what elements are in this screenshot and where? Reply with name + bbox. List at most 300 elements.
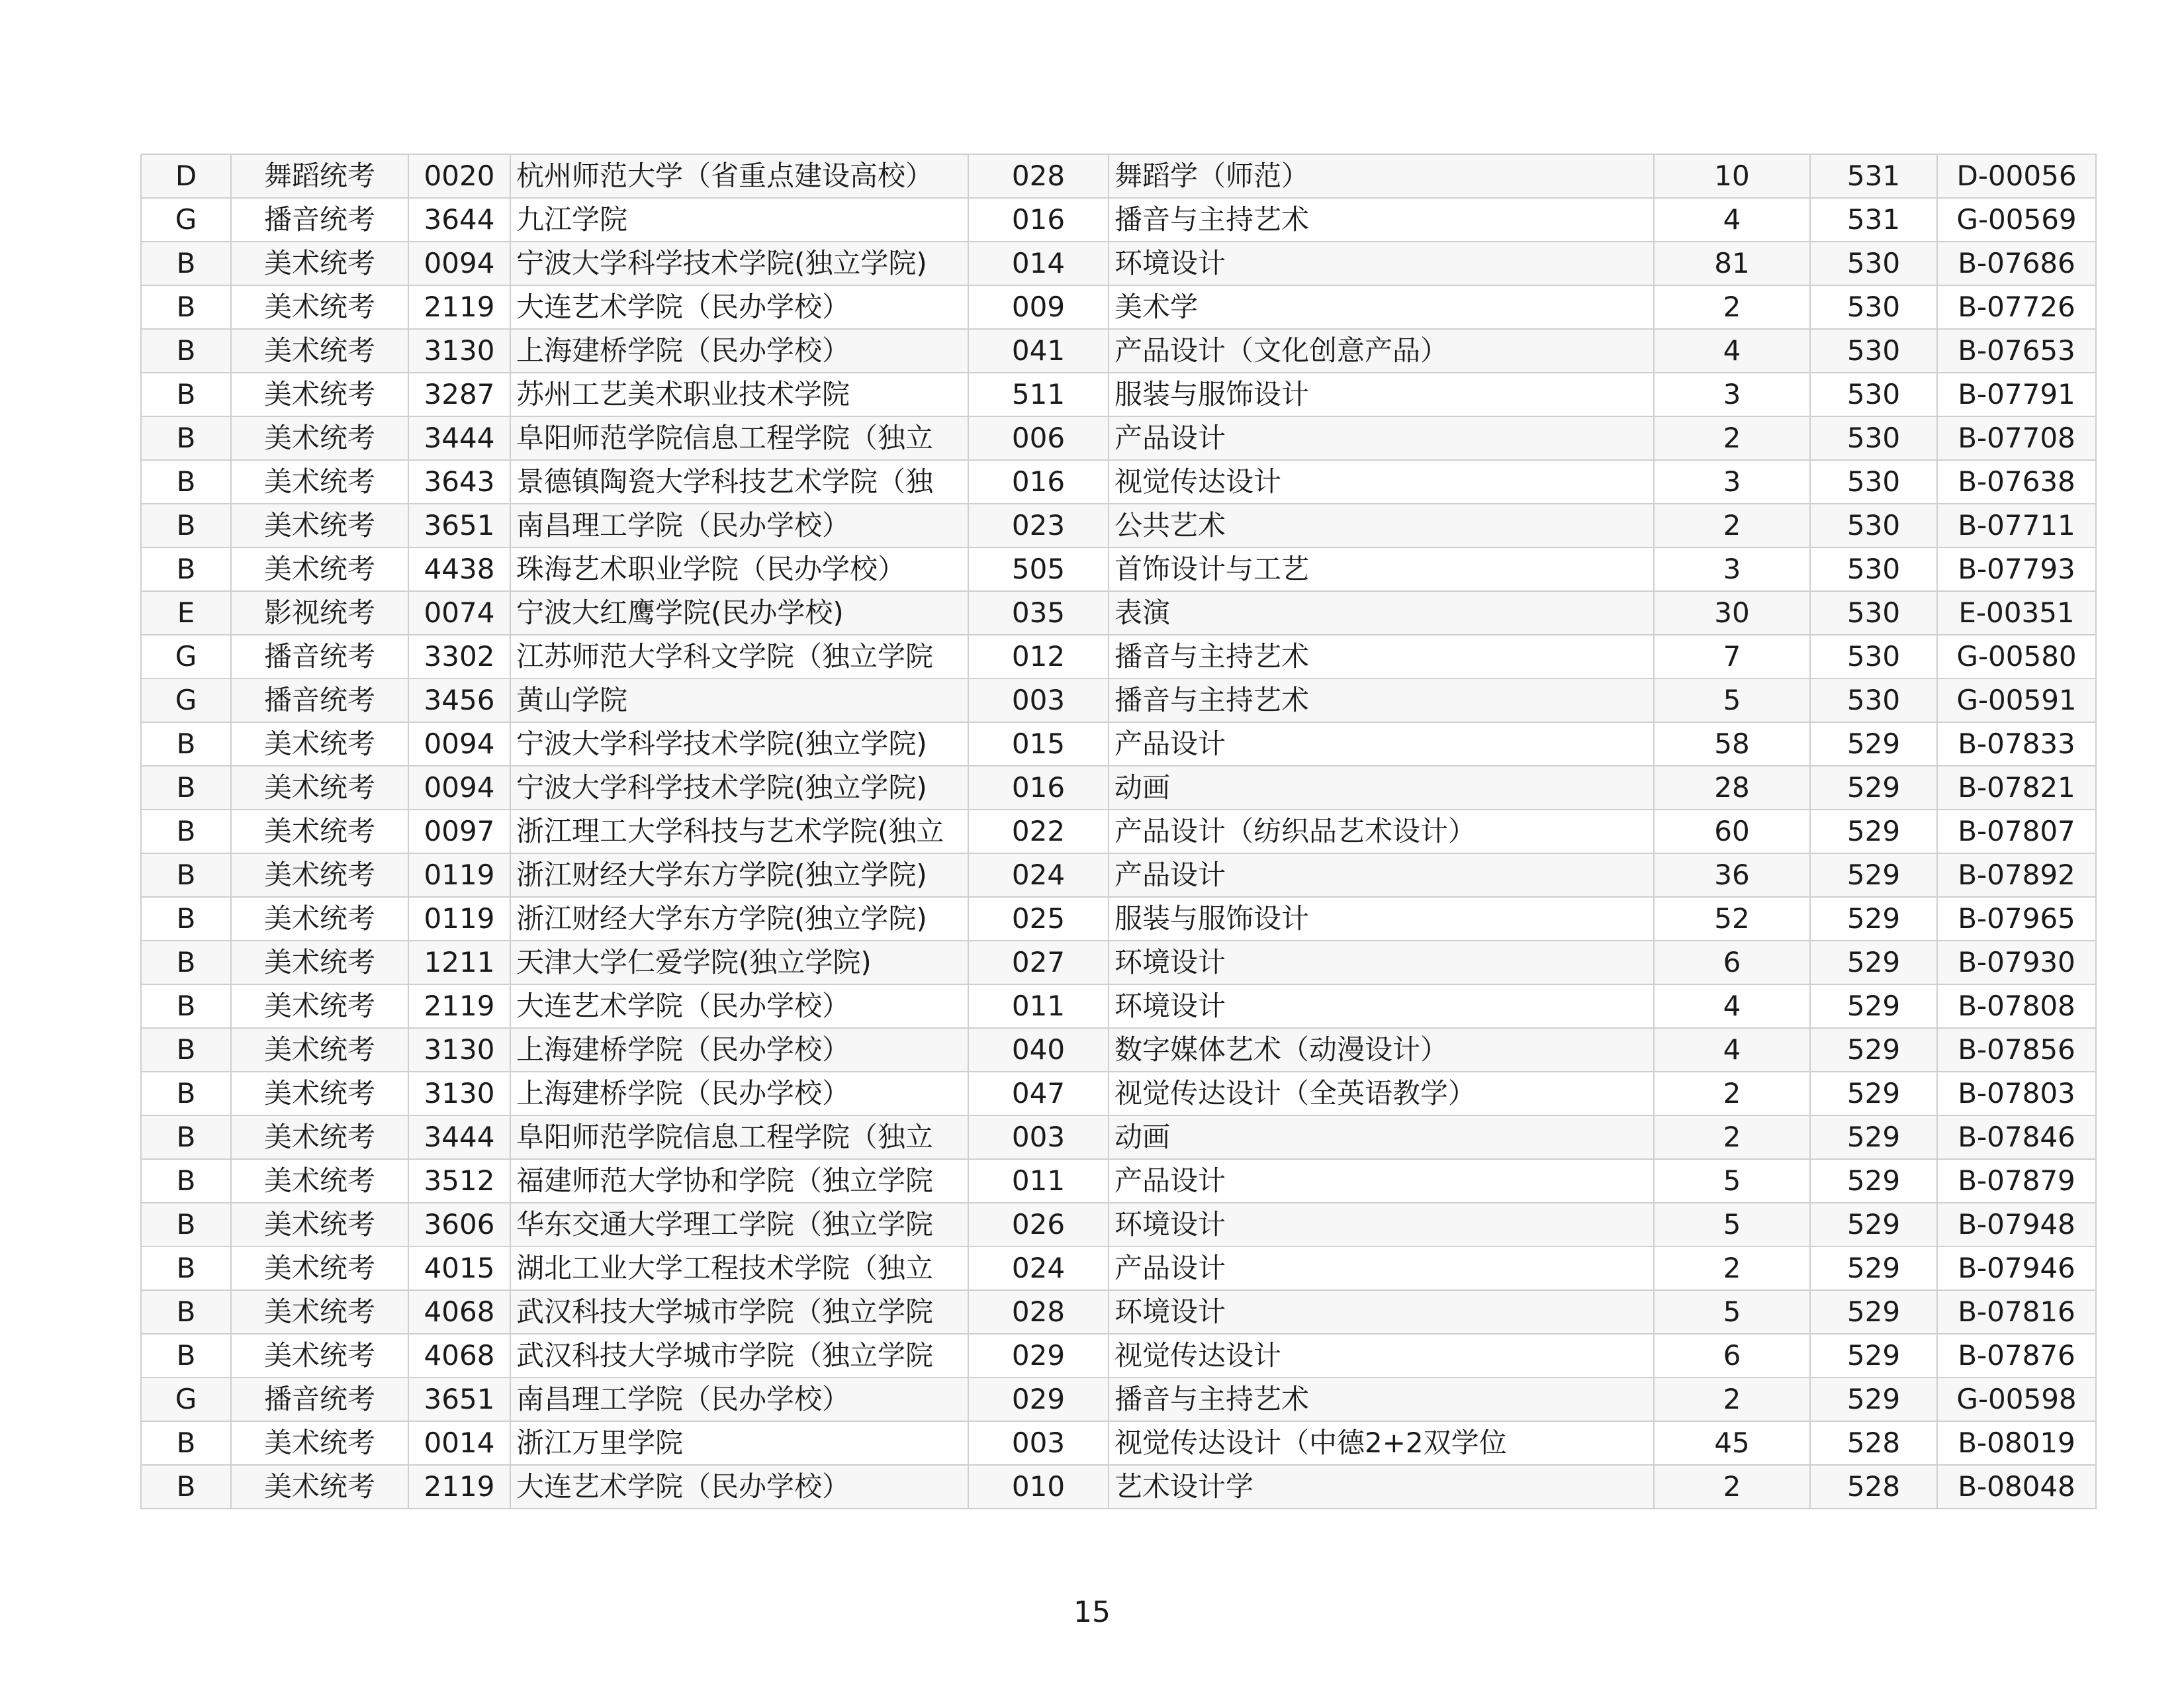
table-row <box>141 198 2096 242</box>
score-cell: 530 <box>1810 460 1937 504</box>
major-code-cell: 029 <box>968 1378 1109 1421</box>
school-code-cell: 2119 <box>408 285 510 329</box>
exam-type-cell: 美术统考 <box>231 285 408 329</box>
category-cell: B <box>141 1334 231 1378</box>
school-name-cell: 大连艺术学院（民办学校） <box>510 1465 968 1509</box>
exam-type-cell: 播音统考 <box>231 679 408 722</box>
major-name-cell: 环境设计 <box>1109 941 1654 984</box>
major-name-cell: 舞蹈学（师范） <box>1109 154 1654 198</box>
exam-type-cell: 美术统考 <box>231 1421 408 1465</box>
table-row <box>141 853 2096 897</box>
plan-count-cell: 52 <box>1654 897 1810 941</box>
score-cell: 529 <box>1810 722 1937 766</box>
table-row <box>141 504 2096 547</box>
plan-count-cell: 60 <box>1654 810 1810 853</box>
table-row <box>141 679 2096 722</box>
major-code-cell: 023 <box>968 504 1109 547</box>
major-name-cell: 首饰设计与工艺 <box>1109 547 1654 591</box>
rank-code-cell: B-08048 <box>1937 1465 2096 1509</box>
school-code-cell: 0119 <box>408 853 510 897</box>
exam-type-cell: 播音统考 <box>231 1378 408 1421</box>
table-row <box>141 329 2096 373</box>
major-code-cell: 028 <box>968 1290 1109 1334</box>
school-name-cell: 大连艺术学院（民办学校） <box>510 984 968 1028</box>
score-cell: 530 <box>1810 416 1937 460</box>
school-code-cell: 2119 <box>408 984 510 1028</box>
category-cell: B <box>141 722 231 766</box>
rank-code-cell: B-08019 <box>1937 1421 2096 1465</box>
rank-code-cell: G-00598 <box>1937 1378 2096 1421</box>
score-cell: 529 <box>1810 1290 1937 1334</box>
table-body <box>141 154 2096 1509</box>
major-code-cell: 016 <box>968 766 1109 810</box>
plan-count-cell: 2 <box>1654 504 1810 547</box>
exam-type-cell: 美术统考 <box>231 1246 408 1290</box>
school-name-cell: 阜阳师范学院信息工程学院（独立 <box>510 416 968 460</box>
plan-count-cell: 4 <box>1654 984 1810 1028</box>
score-cell: 529 <box>1810 810 1937 853</box>
school-code-cell: 3643 <box>408 460 510 504</box>
school-code-cell: 4438 <box>408 547 510 591</box>
major-code-cell: 505 <box>968 547 1109 591</box>
school-code-cell: 0094 <box>408 242 510 285</box>
major-code-cell: 029 <box>968 1334 1109 1378</box>
category-cell: G <box>141 198 231 242</box>
school-name-cell: 苏州工艺美术职业技术学院 <box>510 373 968 416</box>
plan-count-cell: 6 <box>1654 1334 1810 1378</box>
category-cell: B <box>141 1028 231 1072</box>
category-cell: B <box>141 329 231 373</box>
major-code-cell: 041 <box>968 329 1109 373</box>
plan-count-cell: 7 <box>1654 635 1810 679</box>
score-cell: 530 <box>1810 635 1937 679</box>
plan-count-cell: 5 <box>1654 1290 1810 1334</box>
table-row <box>141 416 2096 460</box>
plan-count-cell: 58 <box>1654 722 1810 766</box>
school-code-cell: 3130 <box>408 1028 510 1072</box>
school-code-cell: 0020 <box>408 154 510 198</box>
category-cell: B <box>141 460 231 504</box>
score-cell: 529 <box>1810 941 1937 984</box>
school-code-cell: 2119 <box>408 1465 510 1509</box>
rank-code-cell: B-07638 <box>1937 460 2096 504</box>
major-code-cell: 022 <box>968 810 1109 853</box>
major-name-cell: 产品设计 <box>1109 853 1654 897</box>
major-name-cell: 动画 <box>1109 1115 1654 1159</box>
plan-count-cell: 3 <box>1654 460 1810 504</box>
exam-type-cell: 美术统考 <box>231 810 408 853</box>
rank-code-cell: B-07807 <box>1937 810 2096 853</box>
category-cell: B <box>141 1290 231 1334</box>
category-cell: G <box>141 679 231 722</box>
major-code-cell: 015 <box>968 722 1109 766</box>
major-code-cell: 047 <box>968 1072 1109 1115</box>
score-cell: 529 <box>1810 1159 1937 1203</box>
major-name-cell: 艺术设计学 <box>1109 1465 1654 1509</box>
school-code-cell: 0094 <box>408 766 510 810</box>
category-cell: B <box>141 504 231 547</box>
table-row <box>141 285 2096 329</box>
score-cell: 530 <box>1810 242 1937 285</box>
table-row <box>141 635 2096 679</box>
rank-code-cell: D-00056 <box>1937 154 2096 198</box>
exam-type-cell: 美术统考 <box>231 1159 408 1203</box>
category-cell: B <box>141 1246 231 1290</box>
major-name-cell: 动画 <box>1109 766 1654 810</box>
major-name-cell: 环境设计 <box>1109 1203 1654 1246</box>
rank-code-cell: G-00569 <box>1937 198 2096 242</box>
major-name-cell: 视觉传达设计（全英语教学） <box>1109 1072 1654 1115</box>
category-cell: B <box>141 373 231 416</box>
school-name-cell: 上海建桥学院（民办学校） <box>510 1072 968 1115</box>
plan-count-cell: 5 <box>1654 679 1810 722</box>
plan-count-cell: 2 <box>1654 1246 1810 1290</box>
table-row <box>141 1246 2096 1290</box>
category-cell: D <box>141 154 231 198</box>
plan-count-cell: 2 <box>1654 1378 1810 1421</box>
major-name-cell: 产品设计（纺织品艺术设计） <box>1109 810 1654 853</box>
plan-count-cell: 30 <box>1654 591 1810 635</box>
table-row <box>141 242 2096 285</box>
major-code-cell: 024 <box>968 853 1109 897</box>
rank-code-cell: B-07879 <box>1937 1159 2096 1203</box>
major-name-cell: 美术学 <box>1109 285 1654 329</box>
school-code-cell: 3606 <box>408 1203 510 1246</box>
school-code-cell: 3512 <box>408 1159 510 1203</box>
school-name-cell: 天津大学仁爱学院(独立学院) <box>510 941 968 984</box>
exam-type-cell: 美术统考 <box>231 373 408 416</box>
category-cell: B <box>141 285 231 329</box>
table-row <box>141 154 2096 198</box>
category-cell: B <box>141 853 231 897</box>
category-cell: G <box>141 635 231 679</box>
major-name-cell: 产品设计 <box>1109 1246 1654 1290</box>
plan-count-cell: 4 <box>1654 1028 1810 1072</box>
rank-code-cell: B-07876 <box>1937 1334 2096 1378</box>
category-cell: E <box>141 591 231 635</box>
school-name-cell: 武汉科技大学城市学院（独立学院 <box>510 1334 968 1378</box>
school-code-cell: 4068 <box>408 1290 510 1334</box>
school-code-cell: 0014 <box>408 1421 510 1465</box>
school-name-cell: 宁波大红鹰学院(民办学校) <box>510 591 968 635</box>
category-cell: B <box>141 984 231 1028</box>
rank-code-cell: B-07791 <box>1937 373 2096 416</box>
school-name-cell: 九江学院 <box>510 198 968 242</box>
score-cell: 531 <box>1810 198 1937 242</box>
plan-count-cell: 4 <box>1654 198 1810 242</box>
school-name-cell: 浙江万里学院 <box>510 1421 968 1465</box>
rank-code-cell: B-07808 <box>1937 984 2096 1028</box>
major-name-cell: 公共艺术 <box>1109 504 1654 547</box>
major-name-cell: 播音与主持艺术 <box>1109 1378 1654 1421</box>
plan-count-cell: 3 <box>1654 373 1810 416</box>
exam-type-cell: 美术统考 <box>231 722 408 766</box>
exam-type-cell: 美术统考 <box>231 984 408 1028</box>
major-name-cell: 产品设计 <box>1109 1159 1654 1203</box>
school-name-cell: 宁波大学科学技术学院(独立学院) <box>510 242 968 285</box>
table-row <box>141 591 2096 635</box>
school-name-cell: 武汉科技大学城市学院（独立学院 <box>510 1290 968 1334</box>
school-code-cell: 3287 <box>408 373 510 416</box>
major-code-cell: 040 <box>968 1028 1109 1072</box>
school-name-cell: 江苏师范大学科文学院（独立学院 <box>510 635 968 679</box>
table-row <box>141 460 2096 504</box>
school-name-cell: 宁波大学科学技术学院(独立学院) <box>510 766 968 810</box>
major-code-cell: 014 <box>968 242 1109 285</box>
exam-type-cell: 美术统考 <box>231 1115 408 1159</box>
plan-count-cell: 3 <box>1654 547 1810 591</box>
rank-code-cell: B-07946 <box>1937 1246 2096 1290</box>
plan-count-cell: 81 <box>1654 242 1810 285</box>
table-row <box>141 1115 2096 1159</box>
rank-code-cell: B-07821 <box>1937 766 2096 810</box>
rank-code-cell: G-00591 <box>1937 679 2096 722</box>
exam-type-cell: 美术统考 <box>231 1072 408 1115</box>
school-code-cell: 3651 <box>408 504 510 547</box>
school-code-cell: 3644 <box>408 198 510 242</box>
exam-type-cell: 美术统考 <box>231 329 408 373</box>
score-cell: 529 <box>1810 1334 1937 1378</box>
rank-code-cell: B-07653 <box>1937 329 2096 373</box>
category-cell: B <box>141 941 231 984</box>
school-name-cell: 华东交通大学理工学院（独立学院 <box>510 1203 968 1246</box>
score-cell: 530 <box>1810 547 1937 591</box>
school-code-cell: 3130 <box>408 1072 510 1115</box>
category-cell: B <box>141 547 231 591</box>
major-code-cell: 027 <box>968 941 1109 984</box>
score-cell: 529 <box>1810 1072 1937 1115</box>
major-code-cell: 026 <box>968 1203 1109 1246</box>
page-number: 15 <box>1073 1595 1111 1629</box>
major-code-cell: 024 <box>968 1246 1109 1290</box>
major-name-cell: 服装与服饰设计 <box>1109 373 1654 416</box>
exam-type-cell: 美术统考 <box>231 941 408 984</box>
school-name-cell: 上海建桥学院（民办学校） <box>510 329 968 373</box>
major-name-cell: 产品设计 <box>1109 722 1654 766</box>
score-cell: 529 <box>1810 1378 1937 1421</box>
plan-count-cell: 10 <box>1654 154 1810 198</box>
major-code-cell: 012 <box>968 635 1109 679</box>
school-name-cell: 浙江理工大学科技与艺术学院(独立 <box>510 810 968 853</box>
school-code-cell: 3444 <box>408 416 510 460</box>
score-cell: 529 <box>1810 1246 1937 1290</box>
school-code-cell: 0097 <box>408 810 510 853</box>
exam-type-cell: 美术统考 <box>231 766 408 810</box>
plan-count-cell: 2 <box>1654 285 1810 329</box>
table-row <box>141 1334 2096 1378</box>
major-name-cell: 环境设计 <box>1109 1290 1654 1334</box>
plan-count-cell: 45 <box>1654 1421 1810 1465</box>
category-cell: G <box>141 1378 231 1421</box>
school-name-cell: 南昌理工学院（民办学校） <box>510 504 968 547</box>
table-row <box>141 373 2096 416</box>
school-name-cell: 上海建桥学院（民办学校） <box>510 1028 968 1072</box>
category-cell: B <box>141 1203 231 1246</box>
table-row <box>141 1290 2096 1334</box>
admission-table <box>140 154 2097 1509</box>
rank-code-cell: B-07846 <box>1937 1115 2096 1159</box>
table-row <box>141 984 2096 1028</box>
major-code-cell: 003 <box>968 1421 1109 1465</box>
rank-code-cell: B-07726 <box>1937 285 2096 329</box>
plan-count-cell: 28 <box>1654 766 1810 810</box>
exam-type-cell: 美术统考 <box>231 853 408 897</box>
major-code-cell: 003 <box>968 1115 1109 1159</box>
score-cell: 529 <box>1810 766 1937 810</box>
major-name-cell: 播音与主持艺术 <box>1109 635 1654 679</box>
rank-code-cell: B-07856 <box>1937 1028 2096 1072</box>
exam-type-cell: 美术统考 <box>231 416 408 460</box>
score-cell: 530 <box>1810 504 1937 547</box>
major-code-cell: 016 <box>968 198 1109 242</box>
plan-count-cell: 6 <box>1654 941 1810 984</box>
school-name-cell: 杭州师范大学（省重点建设高校） <box>510 154 968 198</box>
category-cell: B <box>141 810 231 853</box>
school-code-cell: 3651 <box>408 1378 510 1421</box>
rank-code-cell: E-00351 <box>1937 591 2096 635</box>
rank-code-cell: G-00580 <box>1937 635 2096 679</box>
major-code-cell: 006 <box>968 416 1109 460</box>
score-cell: 529 <box>1810 1115 1937 1159</box>
major-name-cell: 环境设计 <box>1109 242 1654 285</box>
major-name-cell: 视觉传达设计 <box>1109 1334 1654 1378</box>
school-code-cell: 1211 <box>408 941 510 984</box>
table-row <box>141 722 2096 766</box>
score-cell: 529 <box>1810 1028 1937 1072</box>
table-row <box>141 897 2096 941</box>
school-code-cell: 3444 <box>408 1115 510 1159</box>
major-name-cell: 表演 <box>1109 591 1654 635</box>
exam-type-cell: 美术统考 <box>231 242 408 285</box>
school-code-cell: 3130 <box>408 329 510 373</box>
school-name-cell: 黄山学院 <box>510 679 968 722</box>
major-code-cell: 025 <box>968 897 1109 941</box>
exam-type-cell: 美术统考 <box>231 460 408 504</box>
table-row <box>141 1378 2096 1421</box>
category-cell: B <box>141 1465 231 1509</box>
table-row <box>141 766 2096 810</box>
major-code-cell: 016 <box>968 460 1109 504</box>
plan-count-cell: 4 <box>1654 329 1810 373</box>
school-name-cell: 浙江财经大学东方学院(独立学院) <box>510 897 968 941</box>
major-name-cell: 播音与主持艺术 <box>1109 679 1654 722</box>
rank-code-cell: B-07965 <box>1937 897 2096 941</box>
rank-code-cell: B-07793 <box>1937 547 2096 591</box>
exam-type-cell: 播音统考 <box>231 635 408 679</box>
table-row <box>141 1072 2096 1115</box>
table-row <box>141 810 2096 853</box>
school-code-cell: 0094 <box>408 722 510 766</box>
plan-count-cell: 5 <box>1654 1159 1810 1203</box>
plan-count-cell: 36 <box>1654 853 1810 897</box>
school-name-cell: 福建师范大学协和学院（独立学院 <box>510 1159 968 1203</box>
exam-type-cell: 美术统考 <box>231 897 408 941</box>
major-code-cell: 011 <box>968 984 1109 1028</box>
rank-code-cell: B-07930 <box>1937 941 2096 984</box>
exam-type-cell: 美术统考 <box>231 1465 408 1509</box>
major-code-cell: 009 <box>968 285 1109 329</box>
score-cell: 530 <box>1810 329 1937 373</box>
rank-code-cell: B-07948 <box>1937 1203 2096 1246</box>
major-name-cell: 产品设计（文化创意产品） <box>1109 329 1654 373</box>
school-name-cell: 景德镇陶瓷大学科技艺术学院（独 <box>510 460 968 504</box>
score-cell: 529 <box>1810 984 1937 1028</box>
category-cell: B <box>141 766 231 810</box>
major-code-cell: 511 <box>968 373 1109 416</box>
rank-code-cell: B-07833 <box>1937 722 2096 766</box>
category-cell: B <box>141 242 231 285</box>
score-cell: 529 <box>1810 897 1937 941</box>
category-cell: B <box>141 1421 231 1465</box>
school-name-cell: 湖北工业大学工程技术学院（独立 <box>510 1246 968 1290</box>
table-row <box>141 1203 2096 1246</box>
table-row <box>141 1421 2096 1465</box>
category-cell: B <box>141 1159 231 1203</box>
school-code-cell: 4015 <box>408 1246 510 1290</box>
rank-code-cell: B-07708 <box>1937 416 2096 460</box>
major-name-cell: 环境设计 <box>1109 984 1654 1028</box>
table-row <box>141 1159 2096 1203</box>
plan-count-cell: 5 <box>1654 1203 1810 1246</box>
score-cell: 530 <box>1810 679 1937 722</box>
major-code-cell: 010 <box>968 1465 1109 1509</box>
exam-type-cell: 美术统考 <box>231 547 408 591</box>
score-cell: 530 <box>1810 373 1937 416</box>
plan-count-cell: 2 <box>1654 1465 1810 1509</box>
score-cell: 531 <box>1810 154 1937 198</box>
plan-count-cell: 2 <box>1654 416 1810 460</box>
plan-count-cell: 2 <box>1654 1115 1810 1159</box>
school-code-cell: 0074 <box>408 591 510 635</box>
school-name-cell: 阜阳师范学院信息工程学院（独立 <box>510 1115 968 1159</box>
rank-code-cell: B-07711 <box>1937 504 2096 547</box>
major-code-cell: 028 <box>968 154 1109 198</box>
exam-type-cell: 播音统考 <box>231 198 408 242</box>
admission-table-container <box>140 154 2077 1509</box>
major-name-cell: 播音与主持艺术 <box>1109 198 1654 242</box>
school-code-cell: 4068 <box>408 1334 510 1378</box>
table-row <box>141 1465 2096 1509</box>
score-cell: 529 <box>1810 1203 1937 1246</box>
major-name-cell: 视觉传达设计（中德2+2双学位 <box>1109 1421 1654 1465</box>
exam-type-cell: 美术统考 <box>231 1028 408 1072</box>
rank-code-cell: B-07816 <box>1937 1290 2096 1334</box>
exam-type-cell: 美术统考 <box>231 1290 408 1334</box>
category-cell: B <box>141 1115 231 1159</box>
rank-code-cell: B-07803 <box>1937 1072 2096 1115</box>
school-name-cell: 浙江财经大学东方学院(独立学院) <box>510 853 968 897</box>
school-code-cell: 3456 <box>408 679 510 722</box>
score-cell: 530 <box>1810 591 1937 635</box>
score-cell: 530 <box>1810 285 1937 329</box>
rank-code-cell: B-07686 <box>1937 242 2096 285</box>
table-row <box>141 1028 2096 1072</box>
score-cell: 528 <box>1810 1465 1937 1509</box>
exam-type-cell: 美术统考 <box>231 504 408 547</box>
table-row <box>141 941 2096 984</box>
school-code-cell: 0119 <box>408 897 510 941</box>
school-code-cell: 3302 <box>408 635 510 679</box>
exam-type-cell: 影视统考 <box>231 591 408 635</box>
school-name-cell: 珠海艺术职业学院（民办学校） <box>510 547 968 591</box>
major-code-cell: 011 <box>968 1159 1109 1203</box>
major-name-cell: 数字媒体艺术（动漫设计） <box>1109 1028 1654 1072</box>
category-cell: B <box>141 897 231 941</box>
score-cell: 529 <box>1810 853 1937 897</box>
exam-type-cell: 美术统考 <box>231 1203 408 1246</box>
category-cell: B <box>141 416 231 460</box>
table-row <box>141 547 2096 591</box>
